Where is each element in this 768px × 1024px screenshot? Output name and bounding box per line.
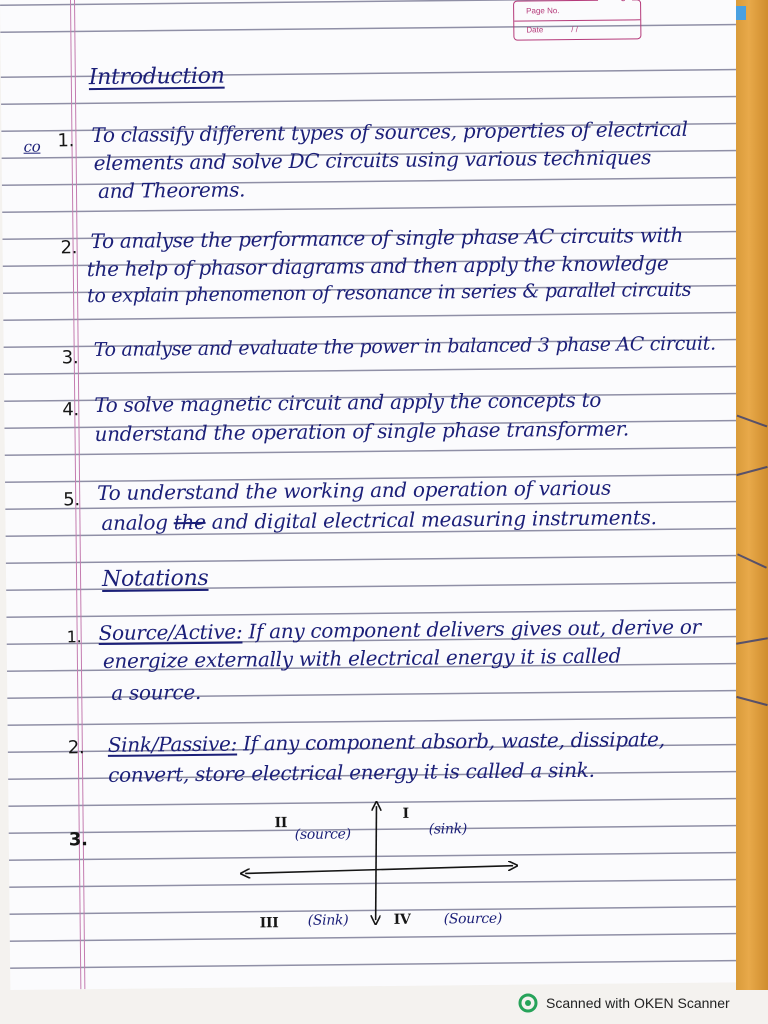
intro-item-1-line-3: and Theorems. <box>97 177 246 203</box>
quadrant-3-caption: (Sink) <box>307 912 349 929</box>
quadrant-4-caption: (Source) <box>443 910 503 928</box>
scanner-watermark-text: Scanned with OKEN Scanner <box>546 995 730 1011</box>
quadrant-1-label: I <box>402 805 409 822</box>
sticky-tab <box>736 6 746 20</box>
quadrant-2-caption: (source) <box>294 826 351 843</box>
quadrant-2-label: II <box>274 815 288 832</box>
intro-item-3-line-1: To analyse and evaluate the power in balanced 3 phase AC circuit. <box>93 332 716 362</box>
item-number: 1. <box>66 627 82 647</box>
item-number: 2. <box>60 237 78 259</box>
sink-term: Sink/Passive: <box>107 731 238 757</box>
page-header-box <box>513 0 641 41</box>
intro-item-5-line-1: To understand the working and operation of various <box>97 475 612 506</box>
quadrant-4-label: IV <box>393 911 411 928</box>
co-annotation: co <box>23 137 41 156</box>
source-definition-line-1: Source/Active: If any component delivers gives out, derive or <box>98 614 701 646</box>
horizontal-axis <box>245 866 513 874</box>
sink-definition-line-1: Sink/Passive: If any component absorb, waste, dissipate, <box>107 727 665 757</box>
intro-item-1-line-2: elements and solve DC circuits using various techniques <box>93 145 652 176</box>
intro-item-2-line-1: To analyse the performance of single phase AC circuits with <box>90 222 684 254</box>
wooden-table-edge <box>736 0 768 990</box>
item-number: 3. <box>68 829 88 851</box>
source-term: Source/Active: <box>98 619 243 646</box>
quadrant-3-label: III <box>259 915 279 932</box>
notations-heading: Notations <box>101 565 209 592</box>
item-number: 2. <box>67 737 85 759</box>
date-label: Date / / <box>526 24 578 35</box>
intro-item-2-line-2: the help of phasor diagrams and then apply the knowledge <box>86 251 669 282</box>
page-no-label: Page No. <box>526 6 560 16</box>
intro-item-4-line-1: To solve magnetic circuit and apply the concepts to <box>94 387 602 418</box>
quadrant-1-caption: (sink) <box>428 821 468 838</box>
vertical-axis <box>374 806 377 920</box>
scanner-watermark <box>518 990 768 1016</box>
item-number: 1. <box>57 130 75 152</box>
item-number: 5. <box>63 489 80 511</box>
intro-item-2-line-3: to explain phenomenon of resonance in series & parallel circuits <box>86 278 692 308</box>
intro-item-4-line-2: understand the operation of single phase transformer. <box>94 416 629 447</box>
header-divider <box>514 19 640 21</box>
notebook-brand <box>598 0 632 2</box>
introduction-heading: Introduction <box>88 63 225 91</box>
source-definition-line-3: a source. <box>111 679 202 705</box>
sink-definition-line-2: convert, store electrical energy it is called a sink. <box>107 757 595 787</box>
source-definition-line-2: energize externally with electrical energy it is called <box>102 643 622 673</box>
item-number: 4. <box>62 399 79 421</box>
struck-word: the <box>173 509 206 535</box>
intro-item-5-line-2: analog the and digital electrical measuring instruments. <box>101 505 657 535</box>
scanner-logo-icon <box>518 993 538 1013</box>
item-number: 3. <box>61 347 79 369</box>
intro-item-1-line-1: To classify different types of sources, properties of electrical <box>91 116 688 148</box>
